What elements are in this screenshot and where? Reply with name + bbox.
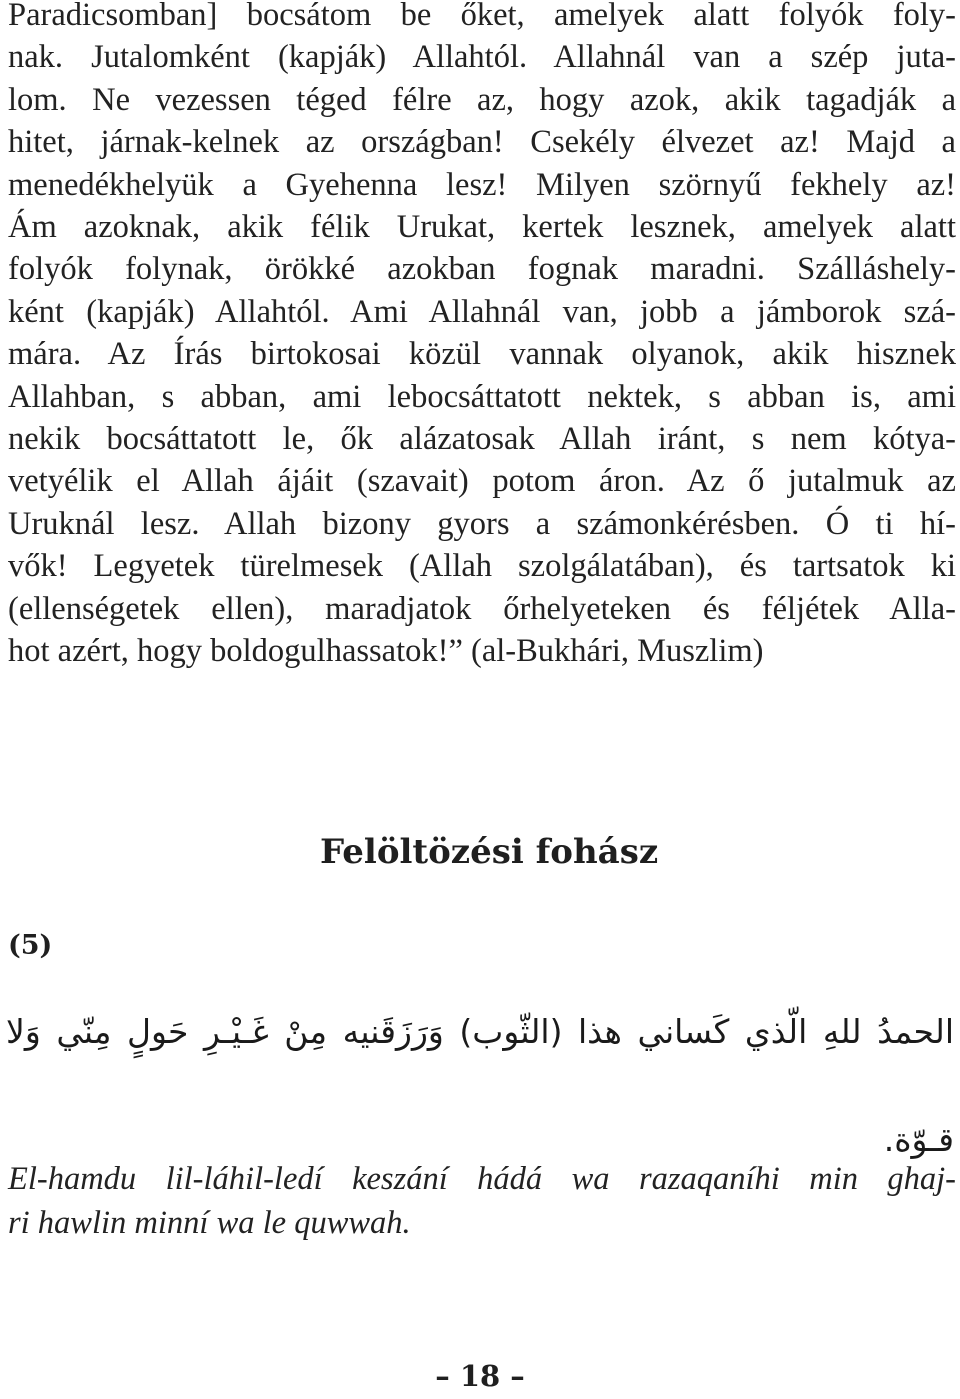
section-title: Felöltözési fohász [320,832,659,872]
body-line: nak. Jutalomként (kapják) Allahtól. Allahnál van a szép juta- [8,39,956,76]
body-line: hitet, járnak-kelnek az országban! Csekély élvezet az! Majd a [8,124,956,161]
transliteration-line: ri hawlin minní wa le quwwah. [8,1205,411,1241]
body-line: Paradicsomban] bocsátom be őket, amelyek alatt folyók foly- [8,0,956,33]
body-line: mára. Az Írás birtokosai közül vannak olyanok, akik hisznek [8,336,956,373]
body-line: hot azért, hogy boldogulhassatok!” (al-Bukhári, Muszlim) [8,633,764,670]
body-line: menedékhelyük a Gyehenna lesz! Milyen szörnyű fekhely az! [8,166,956,203]
body-line: vetyélik el Allah ájáit (szavait) potom áron. Az ő jutalmuk az [8,463,956,500]
arabic-text-line-2: قـوّة. [883,1120,954,1159]
body-line: Uruknál lesz. Allah bizony gyors a számonkérésben. Ó ti hí- [8,505,956,542]
body-line: Allahban, s abban, ami lebocsáttatott nektek, s abban is, ami [8,378,956,415]
body-line: Ám azoknak, akik félik Urukat, kertek lesznek, amelyek alatt [8,209,956,246]
page-number: – 18 – [435,1359,525,1393]
body-text [8,0,956,673]
body-line: lom. Ne vezessen téged félre az, hogy azok, akik tagadják a [8,81,956,118]
body-line: (ellenségetek ellen), maradjatok őrhelyeteken és féljétek Alla- [8,590,956,627]
body-line: ként (kapják) Allahtól. Ami Allahnál van, jobb a jámborok szá- [8,293,956,330]
transliteration-line: El-hamdu lil-láhil-ledí keszání hádá wa razaqaníhi min ghaj- [8,1161,956,1197]
arabic-text-line-1: الحمدُ للهِ الّذي كَساني هذا (الثّوب) وَرَزَقَنيه مِنْ غَـيْـرِ حَولٍ مِنّي وَلا [6,1012,954,1051]
transliteration [8,1157,956,1245]
body-line: folyók folynak, örökké azokban fognak maradni. Szálláshely- [8,251,956,288]
supplication-number: (5) [8,930,53,961]
body-line: nekik bocsáttatott le, ők alázatosak Allah iránt, s nem kótya- [8,421,956,458]
body-line: vők! Legyetek türelmesek (Allah szolgálatában), és tartsatok ki [8,548,956,585]
